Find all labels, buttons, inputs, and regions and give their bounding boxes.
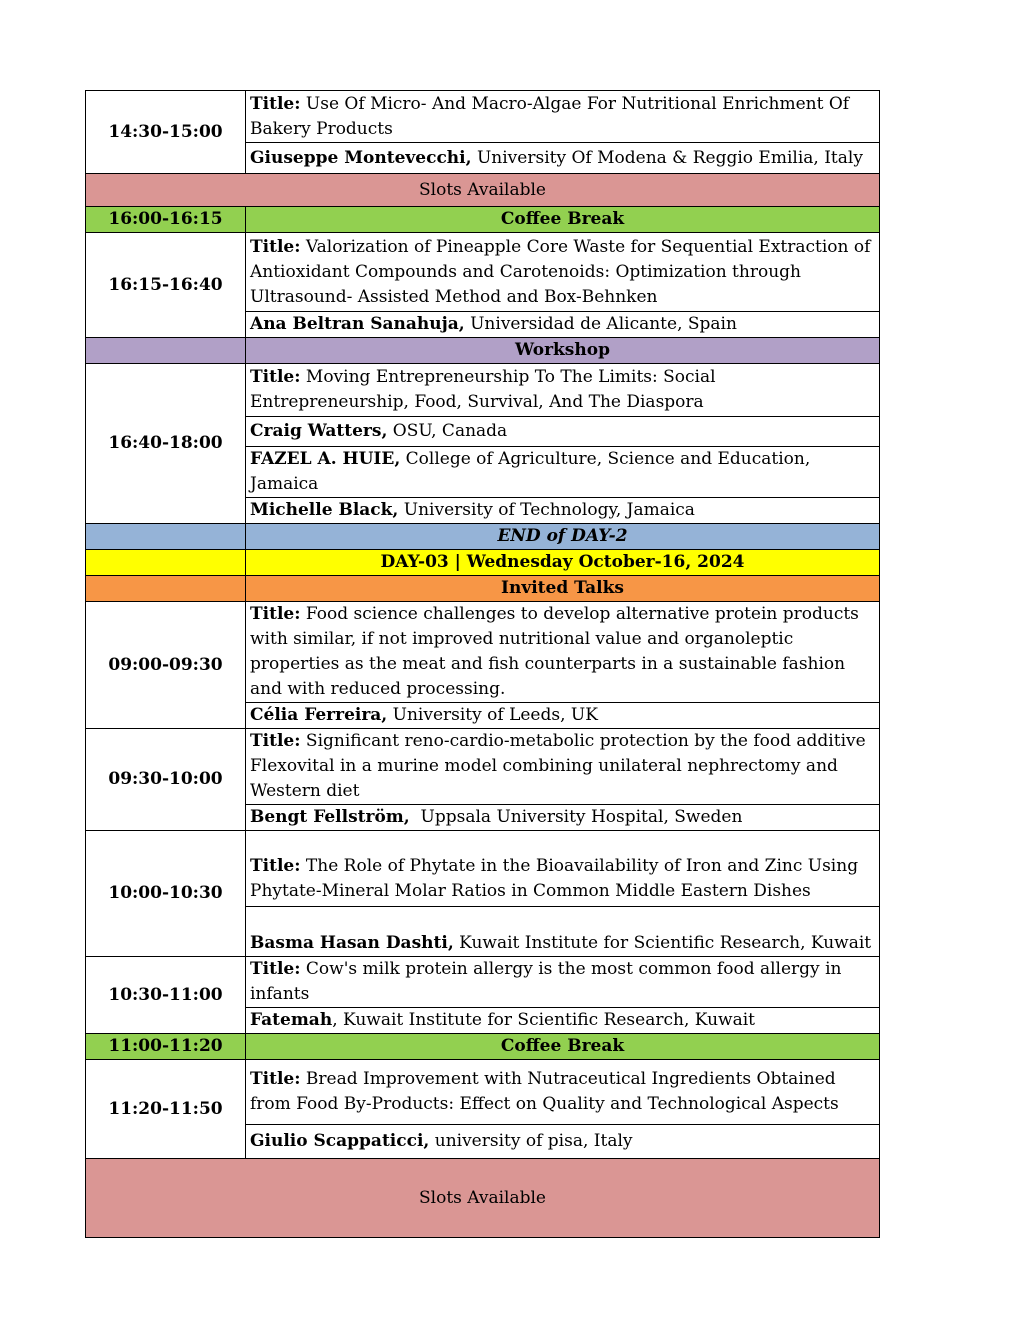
slots-available-row <box>86 174 880 207</box>
session-speaker: Ana Beltran Sanahuja, Universidad de Alicante, Spain <box>246 312 880 338</box>
day-header-label: DAY-03 | Wednesday October-16, 2024 <box>246 550 880 576</box>
session-row <box>86 831 880 907</box>
end-of-day-empty-cell <box>86 524 246 550</box>
session-speaker: Giuseppe Montevecchi, University Of Modena & Reggio Emilia, Italy <box>246 143 880 174</box>
session-time: 16:15-16:40 <box>86 233 246 338</box>
session-speaker: Giulio Scappaticci, university of pisa, Italy <box>246 1125 880 1159</box>
session-row <box>86 1060 880 1125</box>
session-title: Title: Valorization of Pineapple Core Waste for Sequential Extraction of Antioxidant Compounds and Carotenoids: Optimization through Ultrasound- Assisted Method and Box-Behnken <box>246 233 880 312</box>
session-row <box>86 364 880 417</box>
coffee-break-label: Coffee Break <box>246 207 880 233</box>
session-time: 10:00-10:30 <box>86 831 246 957</box>
coffee-break-time: 16:00-16:15 <box>86 207 246 233</box>
session-title: Title: Use Of Micro- And Macro-Algae For Nutritional Enrichment Of Bakery Products <box>246 91 880 143</box>
end-of-day-row <box>86 524 880 550</box>
end-of-day-label: END of DAY-2 <box>246 524 880 550</box>
session-row <box>86 602 880 703</box>
workshop-row <box>86 338 880 364</box>
session-speaker: FAZEL A. HUIE, College of Agriculture, Science and Education, Jamaica <box>246 447 880 498</box>
invited-talks-label: Invited Talks <box>246 576 880 602</box>
session-speaker: Michelle Black, University of Technology, Jamaica <box>246 498 880 524</box>
session-row <box>86 91 880 143</box>
session-time: 11:20-11:50 <box>86 1060 246 1159</box>
session-title: Title: Food science challenges to develop alternative protein products with similar, if not improved nutritional value and organoleptic properties as the meat and fish counterparts in a sustainable fashion and with reduced processing. <box>246 602 880 703</box>
session-time: 09:00-09:30 <box>86 602 246 729</box>
session-row <box>86 233 880 312</box>
day-header-row <box>86 550 880 576</box>
session-speaker: Basma Hasan Dashti, Kuwait Institute for Scientific Research, Kuwait <box>246 907 880 957</box>
session-row <box>86 957 880 1008</box>
session-speaker: Célia Ferreira, University of Leeds, UK <box>246 703 880 729</box>
schedule-table <box>85 90 880 1238</box>
coffee-break-time: 11:00-11:20 <box>86 1034 246 1060</box>
session-speaker: Craig Watters, OSU, Canada <box>246 417 880 447</box>
invited-talks-empty-cell <box>86 576 246 602</box>
day-header-empty-cell <box>86 550 246 576</box>
workshop-empty-cell <box>86 338 246 364</box>
coffee-break-row <box>86 207 880 233</box>
invited-talks-row <box>86 576 880 602</box>
session-title: Title: Moving Entrepreneurship To The Limits: Social Entrepreneurship, Food, Survival, And The Diaspora <box>246 364 880 417</box>
workshop-label: Workshop <box>246 338 880 364</box>
session-time: 14:30-15:00 <box>86 91 246 174</box>
session-time: 09:30-10:00 <box>86 729 246 831</box>
session-title: Title: Cow's milk protein allergy is the most common food allergy in infants <box>246 957 880 1008</box>
session-title: Title: Bread Improvement with Nutraceutical Ingredients Obtained from Food By-Products: Effect on Quality and Technological Aspects <box>246 1060 880 1125</box>
session-time: 16:40-18:00 <box>86 364 246 524</box>
session-title: Title: The Role of Phytate in the Bioavailability of Iron and Zinc Using Phytate-Mineral Molar Ratios in Common Middle Eastern Dishes <box>246 831 880 907</box>
session-title: Title: Significant reno-cardio-metabolic protection by the food additive Flexovital in a murine model combining unilateral nephrectomy and Western diet <box>246 729 880 805</box>
session-speaker: Fatemah, Kuwait Institute for Scientific Research, Kuwait <box>246 1008 880 1034</box>
coffee-break-label: Coffee Break <box>246 1034 880 1060</box>
session-time: 10:30-11:00 <box>86 957 246 1034</box>
slots-available-banner: Slots Available <box>86 1159 880 1238</box>
slots-available-row <box>86 1159 880 1238</box>
coffee-break-row <box>86 1034 880 1060</box>
session-speaker: Bengt Fellström, Uppsala University Hospital, Sweden <box>246 805 880 831</box>
session-row <box>86 729 880 805</box>
slots-available-banner: Slots Available <box>86 174 880 207</box>
